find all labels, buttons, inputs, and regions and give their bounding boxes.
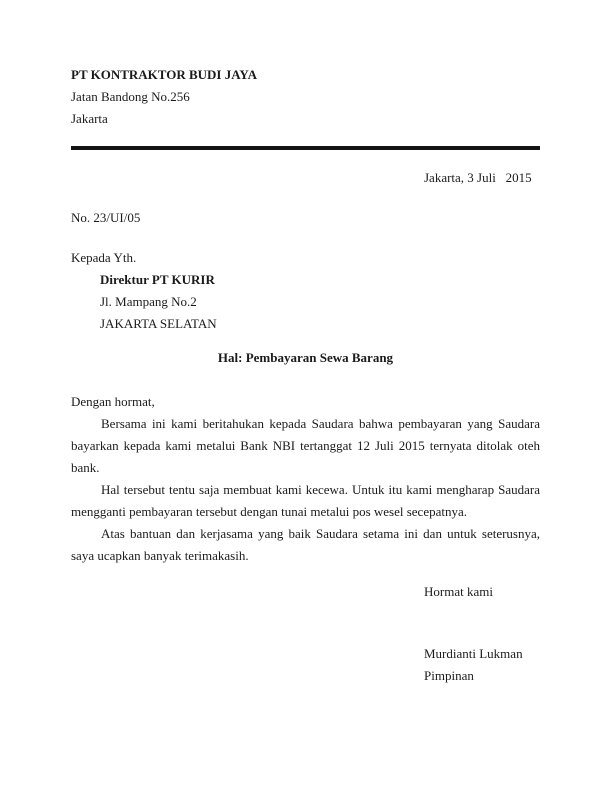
- subject-line: Hal: Pembayaran Sewa Barang: [217, 350, 394, 365]
- letter-date: Jakarta, 3 Juli 2015: [424, 170, 532, 185]
- signer-name: Murdianti Lukman: [424, 646, 523, 661]
- date-block: [424, 167, 540, 189]
- sender-city: Jakarta: [71, 111, 108, 126]
- letterhead-divider: [71, 146, 540, 150]
- sender-block: [71, 64, 540, 130]
- sender-company-name: PT KONTRAKTOR BUDI JAYA: [71, 67, 258, 82]
- reference-number-block: [71, 207, 540, 229]
- recipient-city: JAKARTA SELATAN: [100, 316, 217, 331]
- recipient-address: Jl. Mampang No.2: [100, 294, 197, 309]
- recipient-block: [71, 247, 540, 335]
- body-paragraph: Hal tersebut tentu saja membuat kami kecewa. Untuk itu kami mengharap Saudara mengganti pembayaran tersebut dengan tunai metalui pos wesel secepatnya.: [71, 482, 540, 519]
- letter-body: [71, 413, 540, 567]
- reference-number: No. 23/UI/05: [71, 210, 141, 225]
- sender-address: Jatan Bandong No.256: [71, 89, 190, 104]
- signature-block: [424, 643, 540, 687]
- closing-block: [424, 581, 540, 687]
- signer-title: Pimpinan: [424, 668, 474, 683]
- greeting-line: Dengan hormat,: [71, 394, 155, 409]
- body-paragraph: Atas bantuan dan kerjasama yang baik Saudara setama ini dan untuk seterusnya, saya ucapkan banyak terimakasih.: [71, 526, 540, 563]
- closing-salutation: Hormat kami: [424, 584, 493, 599]
- recipient-name: Direktur PT KURIR: [100, 272, 215, 287]
- recipient-salutation: Kepada Yth.: [71, 250, 137, 265]
- body-paragraph: Bersama ini kami beritahukan kepada Saudara bahwa pembayaran yang Saudara bayarkan kepada kami metalui Bank NBI tertanggat 12 Juli 2015 ternyata ditolak oteh bank.: [71, 416, 540, 475]
